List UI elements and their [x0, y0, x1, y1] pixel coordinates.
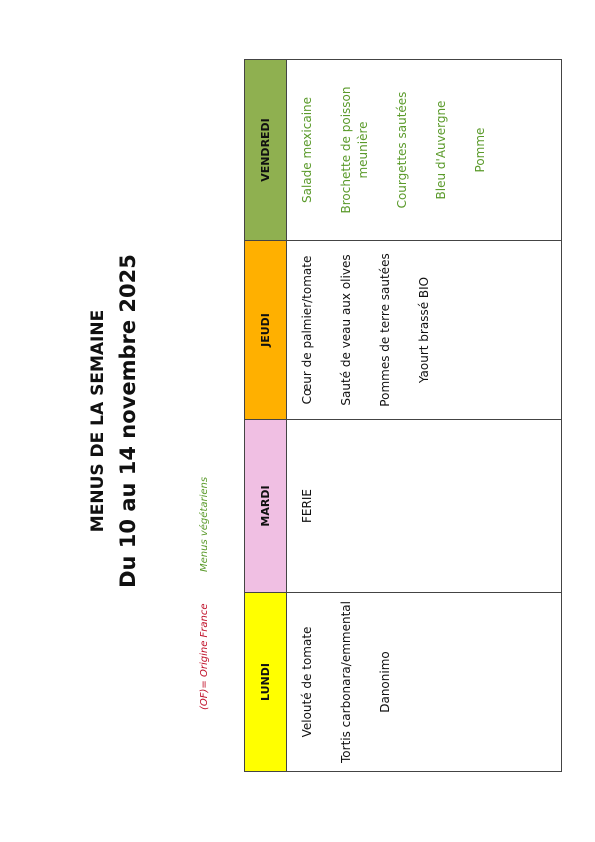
- vegetarian-dish-item: Bleu d'Auvergne: [434, 100, 448, 200]
- day-header-jeudi: JEUDI: [245, 241, 287, 420]
- dish-item: Velouté de tomate: [300, 626, 314, 738]
- dish-item: Pommes de terre sautées: [378, 253, 392, 407]
- dish-item: Cœur de palmier/tomate: [300, 255, 314, 405]
- menu-cell-lundi: [287, 593, 562, 772]
- day-header-lundi: LUNDI: [245, 593, 287, 772]
- day-header-vendredi: VENDREDI: [245, 60, 287, 241]
- day-header-mardi: MARDI: [245, 420, 287, 593]
- origin-france-legend: (OF)= Origine France: [199, 603, 210, 710]
- weekly-menu-table: [244, 59, 562, 772]
- menu-row: [287, 60, 562, 772]
- dish-item: Yaourt brassé BIO: [417, 276, 431, 384]
- dish-item: Danonimo: [378, 651, 392, 713]
- vegetarian-dish-item: Brochette de poisson meunière: [339, 86, 370, 214]
- vegetarian-legend: Menus végétariens: [199, 476, 210, 572]
- vegetarian-dish-item: Courgettes sautées: [395, 91, 409, 209]
- menu-cell-jeudi: [287, 241, 562, 420]
- menu-cell-vendredi: [287, 60, 562, 241]
- date-range-title: Du 10 au 14 novembre 2025: [116, 254, 140, 588]
- dish-item: Tortis carbonara/emmental: [339, 601, 353, 763]
- vegetarian-dish-item: Pomme: [473, 127, 487, 173]
- day-header-row: [245, 60, 287, 772]
- page-title: MENUS DE LA SEMAINE: [88, 309, 108, 533]
- vegetarian-dish-item: Salade mexicaine: [300, 96, 314, 204]
- dish-item: Sauté de veau aux olives: [339, 254, 353, 406]
- holiday-label: FERIE: [300, 489, 314, 523]
- menu-cell-mardi: [287, 420, 562, 593]
